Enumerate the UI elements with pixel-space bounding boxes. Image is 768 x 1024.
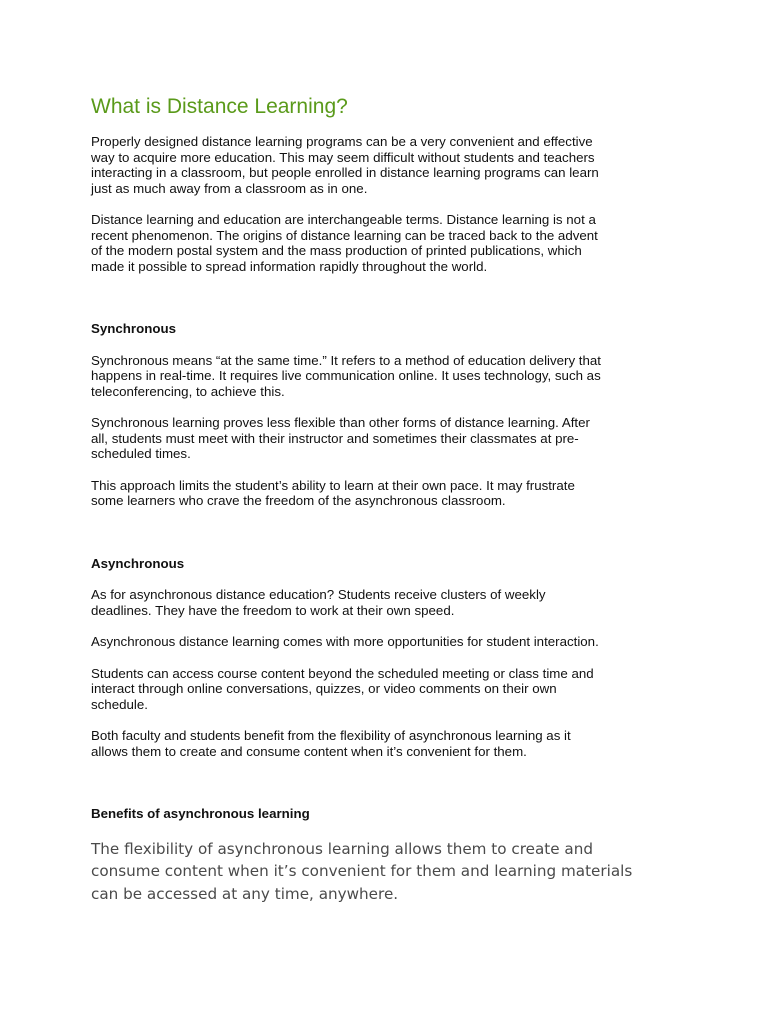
synchronous-paragraph-2: Synchronous learning proves less flexible than other forms of distance learning. After all, students must meet with their instructor and sometimes their classmates at pre- scheduled times. — [91, 415, 590, 461]
synchronous-paragraph-1: Synchronous means “at the same time.” It refers to a method of education delivery that happens in real-time. It requires live communication online. It uses technology, such as teleconferencing, to achieve this. — [91, 352, 601, 399]
synchronous-heading: Synchronous — [91, 321, 176, 336]
asynchronous-paragraph-2: Asynchronous distance learning comes with more opportunities for student interaction. — [91, 634, 599, 649]
benefits-section — [91, 806, 677, 905]
asynchronous-paragraph-4: Both faculty and students benefit from the flexibility of asynchronous learning as it allows them to create and consume content when it’s convenient for them. — [91, 728, 571, 759]
asynchronous-paragraph-1: As for asynchronous distance education? Students receive clusters of weekly deadlines. They have the freedom to work at their own speed. — [91, 587, 546, 618]
synchronous-paragraph-3: This approach limits the student’s ability to learn at their own pace. It may frustrate some learners who crave the freedom of the asynchronous classroom. — [91, 477, 575, 508]
intro-paragraph-1: Properly designed distance learning programs can be a very convenient and effective way to acquire more education. This may seem difficult without students and teachers interacting in a classroom, but people enrolled in distance learning programs can learn just as much away from a classroom as in one. — [91, 134, 599, 196]
asynchronous-section — [91, 556, 677, 760]
synchronous-section — [91, 321, 677, 509]
asynchronous-paragraph-3: Students can access course content beyond the scheduled meeting or class time and interact through online conversations, quizzes, or video comments on their own schedule. — [91, 665, 594, 712]
document-title: What is Distance Learning? — [91, 95, 348, 118]
section-spacer — [91, 775, 677, 806]
asynchronous-heading: Asynchronous — [91, 555, 185, 571]
benefits-heading: Benefits of asynchronous learning — [91, 806, 310, 821]
section-spacer — [91, 290, 677, 321]
intro-paragraph-2: Distance learning and education are interchangeable terms. Distance learning is not a recent phenomenon. The origins of distance learning can be traced back to the advent of the modern postal system and the mass production of printed publications, which made it possible to spread information rapidly throughout the world. — [91, 212, 598, 274]
benefits-paragraph: The flexibility of asynchronous learning allows them to create and consume content when it’s convenient for them and learning materials can be accessed at any time, anywhere. — [91, 839, 633, 903]
section-spacer — [91, 525, 677, 556]
